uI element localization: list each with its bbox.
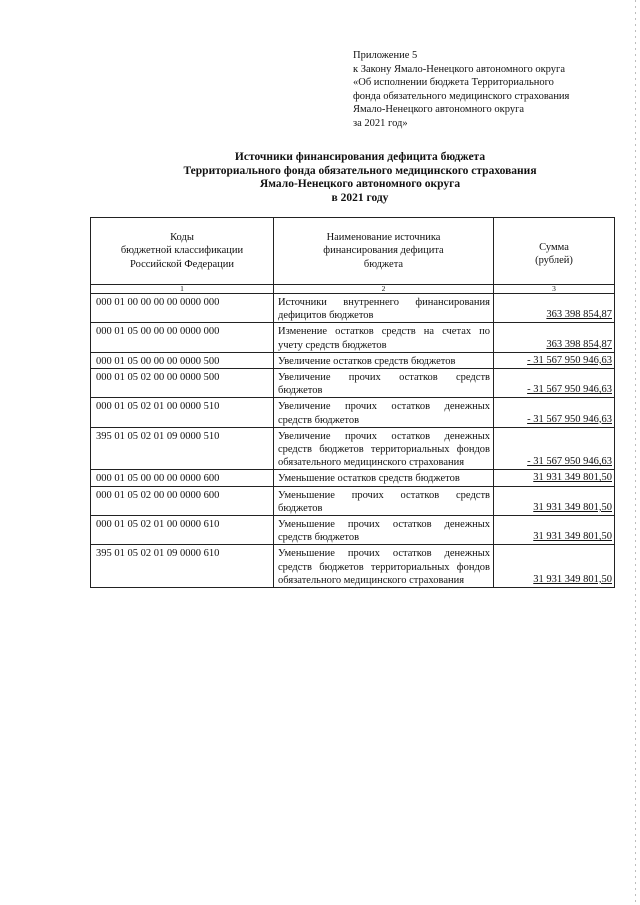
row-amount: - 31 567 950 946,63 <box>494 369 615 398</box>
row-amount: 31 931 349 801,50 <box>494 486 615 515</box>
table-row <box>91 516 615 545</box>
appendix-line: Ямало-Ненецкого автономного округа <box>353 104 525 116</box>
row-code: 395 01 05 02 01 09 0000 510 <box>91 427 274 470</box>
row-name: Уменьшение остатков средств бюджетов <box>274 470 494 486</box>
column-number: 3 <box>494 285 615 294</box>
table-header-row <box>91 218 615 285</box>
table-row <box>91 323 615 352</box>
table-row <box>91 294 615 323</box>
appendix-header <box>353 49 633 131</box>
row-amount: 363 398 854,87 <box>494 323 615 352</box>
row-code: 000 01 05 00 00 00 0000 000 <box>91 323 274 352</box>
row-code: 000 01 00 00 00 00 0000 000 <box>91 294 274 323</box>
header-name: Наименование источника финансирования дефицита бюджета <box>274 218 494 285</box>
row-name: Уменьшение прочих остатков денежных средств бюджетов <box>274 516 494 545</box>
header-codes: Коды бюджетной классификации Российской Федерации <box>91 218 274 285</box>
table-row <box>91 486 615 515</box>
appendix-line: Приложение 5 <box>353 50 418 61</box>
row-code: 000 01 05 00 00 00 0000 500 <box>91 352 274 368</box>
column-numbers-row <box>91 285 615 294</box>
table-row <box>91 398 615 427</box>
row-code: 395 01 05 02 01 09 0000 610 <box>91 545 274 588</box>
title-line: Источники финансирования дефицита бюджета <box>234 151 486 163</box>
row-code: 000 01 05 02 01 00 0000 510 <box>91 398 274 427</box>
row-amount: - 31 567 950 946,63 <box>494 398 615 427</box>
row-amount: 363 398 854,87 <box>494 294 615 323</box>
appendix-line: за 2021 год» <box>353 117 408 129</box>
title-line: в 2021 году <box>331 191 389 204</box>
column-number: 2 <box>274 285 494 294</box>
row-code: 000 01 05 02 00 00 0000 600 <box>91 486 274 515</box>
row-name: Увеличение остатков средств бюджетов <box>274 352 494 368</box>
header-sum: Сумма (рублей) <box>494 218 615 285</box>
table-row <box>91 369 615 398</box>
title-line: Ямало-Ненецкого автономного округа <box>259 178 461 191</box>
row-amount: - 31 567 950 946,63 <box>494 427 615 470</box>
row-code: 000 01 05 00 00 00 0000 600 <box>91 470 274 486</box>
row-name: Увеличение прочих остатков денежных средств бюджетов территориальных фондов обязательного медицинского страхования <box>274 427 494 470</box>
column-number: 1 <box>91 285 274 294</box>
row-amount: 31 931 349 801,50 <box>494 545 615 588</box>
row-amount: 31 931 349 801,50 <box>494 470 615 486</box>
appendix-line: «Об исполнении бюджета Территориального <box>353 77 554 89</box>
sources-table <box>90 217 615 588</box>
document-title <box>80 151 640 205</box>
row-name: Изменение остатков средств на счетах по учету средств бюджетов <box>274 323 494 352</box>
appendix-line: фонда обязательного медицинского страхования <box>353 90 570 102</box>
row-amount: - 31 567 950 946,63 <box>494 352 615 368</box>
table-row <box>91 545 615 588</box>
row-name: Увеличение прочих остатков денежных средств бюджетов <box>274 398 494 427</box>
table-row <box>91 470 615 486</box>
appendix-line: к Закону Ямало-Ненецкого автономного округа <box>353 63 565 75</box>
table-row <box>91 427 615 470</box>
row-name: Уменьшение прочих остатков денежных средств бюджетов территориальных фондов обязательного медицинского страхования <box>274 545 494 588</box>
row-name: Уменьшение прочих остатков средств бюджетов <box>274 486 494 515</box>
row-amount: 31 931 349 801,50 <box>494 516 615 545</box>
title-line: Территориального фонда обязательного медицинского страхования <box>183 164 537 177</box>
row-code: 000 01 05 02 00 00 0000 500 <box>91 369 274 398</box>
row-name: Источники внутреннего финансирования дефицитов бюджетов <box>274 294 494 323</box>
row-code: 000 01 05 02 01 00 0000 610 <box>91 516 274 545</box>
table-row <box>91 352 615 368</box>
scan-binding-edge <box>635 0 636 905</box>
row-name: Увеличение прочих остатков средств бюджетов <box>274 369 494 398</box>
